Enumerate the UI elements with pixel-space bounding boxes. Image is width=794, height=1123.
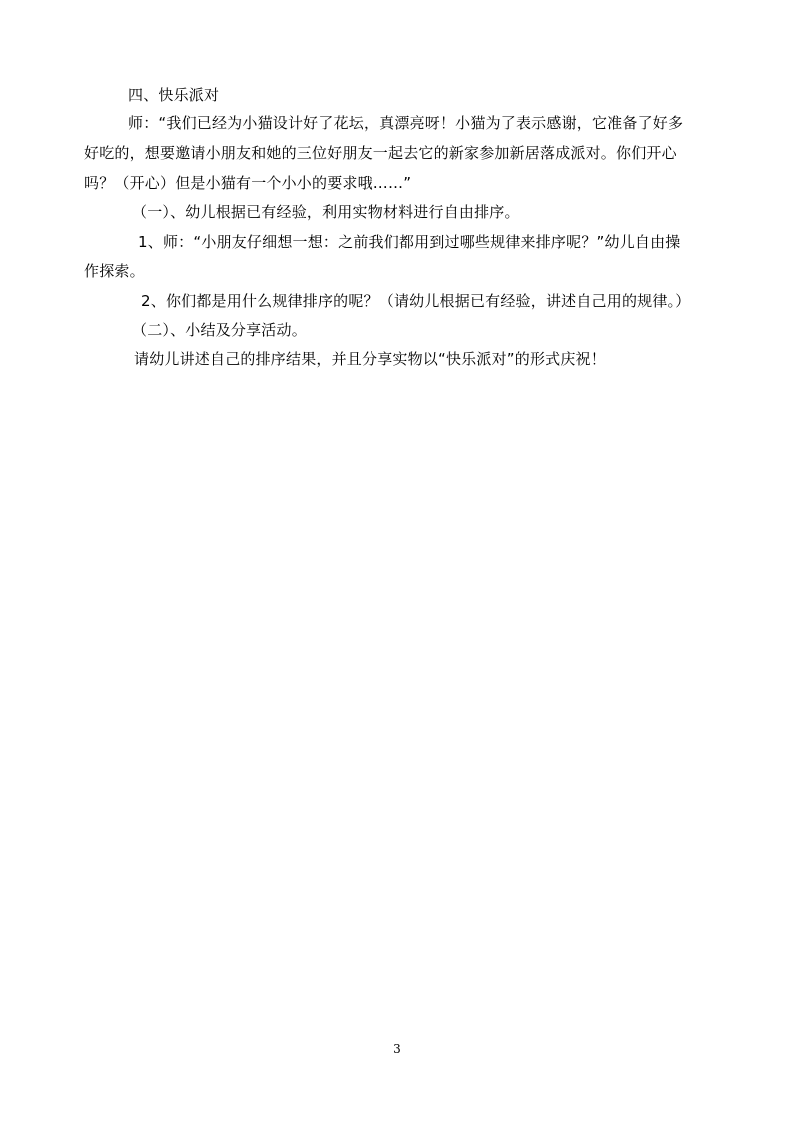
list-item: 1、师：“小朋友仔细想一想：之前我们都用到过哪些规律来排序呢？”幼儿自由操 <box>138 233 681 251</box>
page-number: 3 <box>393 1042 401 1056</box>
paragraph-line: 师：“我们已经为小猫设计好了花坛，真漂亮呀！小猫为了表示感谢，它准备了好多 <box>128 114 684 132</box>
subsection-heading: （二）、小结及分享活动。 <box>132 321 307 339</box>
subsection-heading: （一）、幼儿根据已有经验，利用实物材料进行自由排序。 <box>132 203 520 221</box>
paragraph-line: 好吃的，想要邀请小朋友和她的三位好朋友一起去它的新家参加新居落成派对。你们开心 <box>84 144 677 162</box>
paragraph-line: 作探索。 <box>84 262 145 280</box>
section-heading: 四、快乐派对 <box>128 86 220 104</box>
paragraph-line: 请幼儿讲述自己的排序结果，并且分享实物以“快乐派对”的形式庆祝！ <box>134 350 606 368</box>
list-item: 2、你们都是用什么规律排序的呢？（请幼儿根据已有经验，讲述自己用的规律。） <box>141 292 691 310</box>
paragraph-line: 吗？（开心）但是小猫有一个小小的要求哦……” <box>84 174 412 192</box>
